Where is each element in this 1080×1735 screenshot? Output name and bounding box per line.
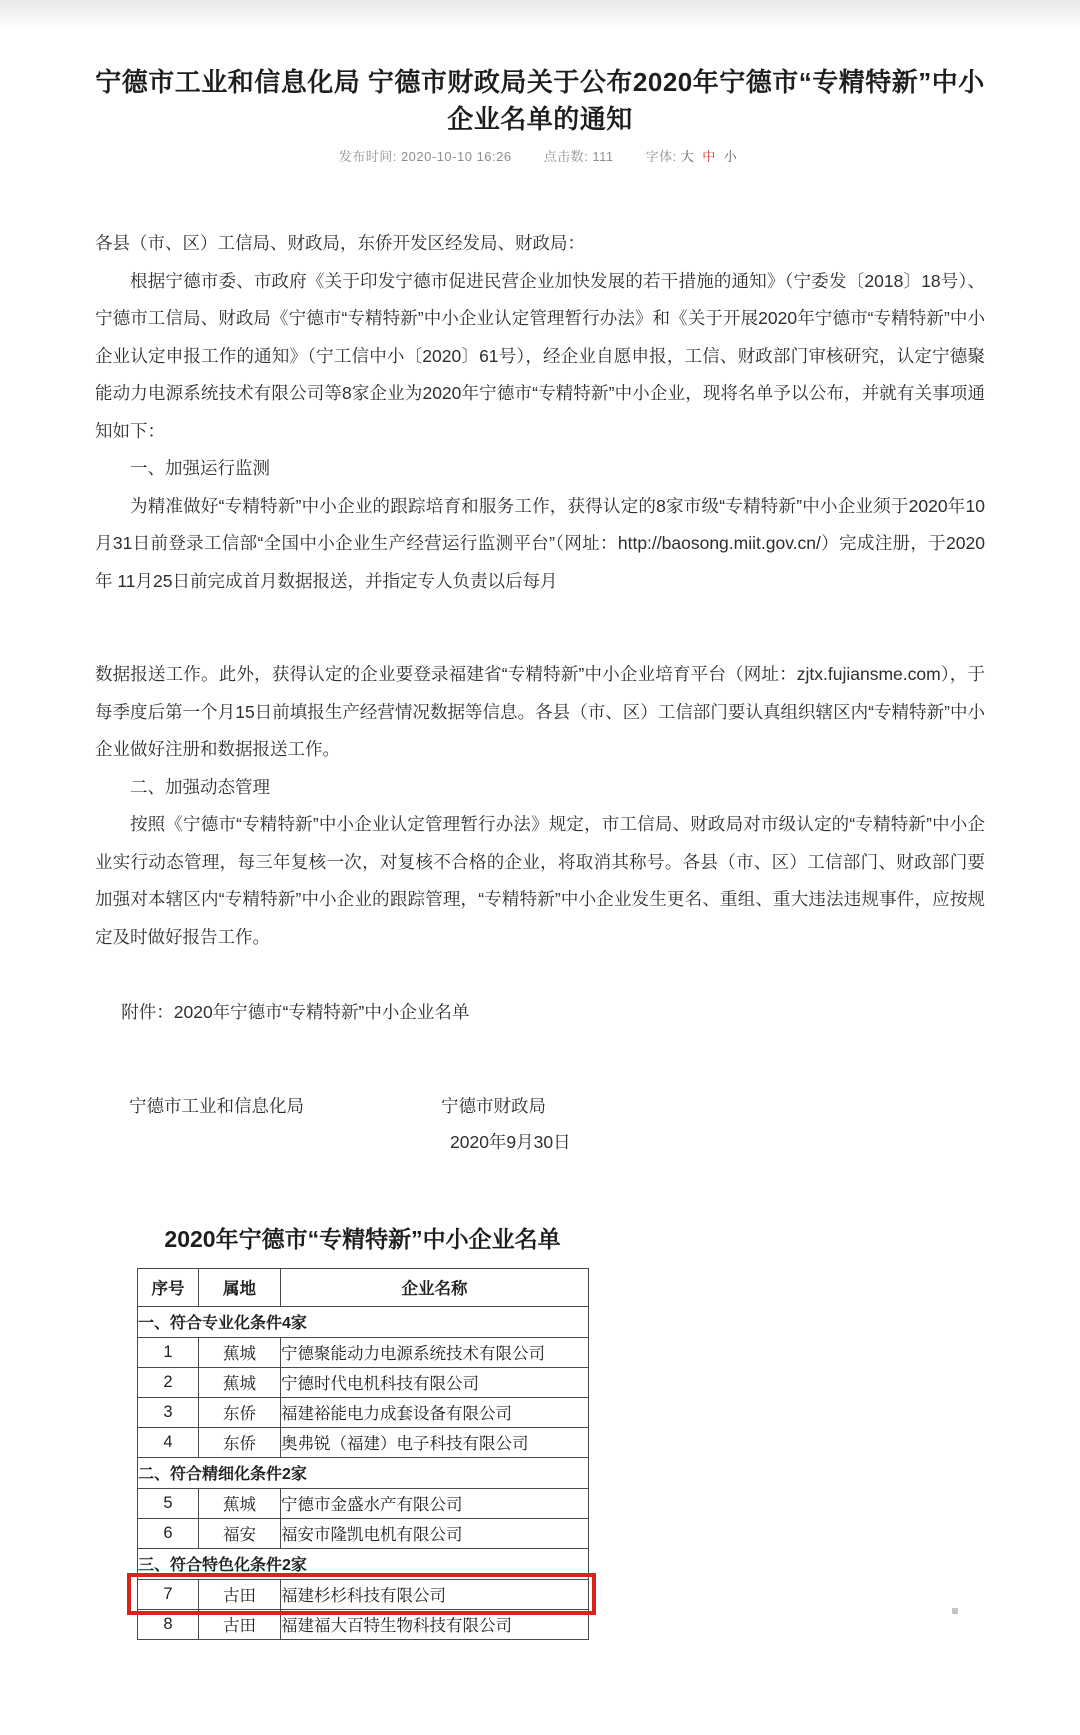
signature-date: 2020年9月30日 — [450, 1131, 571, 1152]
table-cell-company: 福建福大百特生物科技有限公司 — [281, 1609, 589, 1639]
publish-time — [339, 149, 512, 164]
table-cell-company: 福建杉杉科技有限公司 — [281, 1579, 589, 1609]
attachment-table-title: 2020年宁德市“专精特新”中小企业名单 — [164, 1225, 561, 1252]
table-cell-no: 1 — [138, 1337, 199, 1367]
table-group-row — [138, 1457, 589, 1488]
table-cell-region: 东侨 — [199, 1397, 281, 1427]
table-cell-no: 7 — [138, 1579, 199, 1609]
table-cell-region: 福安 — [199, 1518, 281, 1548]
table-row — [138, 1488, 589, 1518]
body-paragraph: 一、加强运行监测 — [130, 458, 270, 478]
table-row — [138, 1609, 589, 1639]
table-cell-no: 2 — [138, 1367, 199, 1397]
table-header-row — [138, 1268, 589, 1306]
body-paragraph: 数据报送工作。此外，获得认定的企业要登录福建省“专精特新”中小企业培育平台（网址：zjtx.fujiansme.com），于每季度后第一个月15日前填报生产经营情况数据等信息。各县（市、区）工信部门要认真组织辖区内“专精特新”中小企业做好注册和数据报送工作。 — [95, 664, 985, 759]
signature-row — [95, 1094, 985, 1118]
table-row — [138, 1579, 589, 1609]
document-body — [95, 225, 985, 1154]
table-column-header: 属地 — [199, 1268, 281, 1306]
table-row — [138, 1397, 589, 1427]
publish-time-value: 2020-10-10 16:26 — [400, 149, 512, 164]
artifact-dot — [952, 1608, 958, 1614]
click-count — [544, 149, 614, 164]
company-roster-table — [137, 1268, 589, 1640]
font-size-medium-button[interactable]: 中 — [702, 149, 716, 164]
font-size-large-button[interactable]: 大 — [680, 149, 695, 164]
table-group-label: 三、符合特色化条件2家 — [138, 1548, 589, 1579]
table-cell-company: 宁德时代电机科技有限公司 — [281, 1367, 589, 1397]
table-cell-region: 古田 — [199, 1579, 281, 1609]
table-row — [138, 1518, 589, 1548]
attachment-section — [137, 1224, 607, 1640]
click-count-value: 111 — [592, 149, 614, 164]
table-cell-region: 蕉城 — [199, 1337, 281, 1367]
page-title: 宁德市工业和信息化局 宁德市财政局关于公布2020年宁德市“专精特新”中小企业名单的通知 — [95, 67, 985, 134]
table-cell-no: 4 — [138, 1427, 199, 1457]
publish-time-label: 发布时间: — [338, 149, 397, 164]
table-cell-no: 8 — [138, 1609, 199, 1639]
font-size-label: 字体: — [645, 149, 677, 164]
table-cell-company: 福安市隆凯电机有限公司 — [281, 1518, 589, 1548]
font-size-small-button[interactable]: 小 — [723, 149, 738, 164]
click-count-label: 点击数: — [543, 149, 589, 164]
table-group-row — [138, 1306, 589, 1337]
signature-org-2: 宁德市财政局 — [441, 1095, 546, 1116]
body-paragraph: 各县（市、区）工信局、财政局，东侨开发区经发局、财政局： — [95, 233, 585, 253]
table-group-row — [138, 1548, 589, 1579]
table-cell-no: 3 — [138, 1397, 199, 1427]
table-cell-company: 奥弗锐（福建）电子科技有限公司 — [281, 1427, 589, 1457]
table-cell-region: 蕉城 — [199, 1367, 281, 1397]
table-cell-region: 东侨 — [199, 1427, 281, 1457]
table-cell-no: 5 — [138, 1488, 199, 1518]
table-cell-region: 蕉城 — [199, 1488, 281, 1518]
table-row — [138, 1427, 589, 1457]
signature-org-1: 宁德市工业和信息化局 — [129, 1095, 304, 1116]
body-paragraph: 二、加强动态管理 — [130, 776, 270, 797]
table-cell-region: 古田 — [199, 1609, 281, 1639]
body-paragraph: 为精准做好“专精特新”中小企业的跟踪培育和服务工作，获得认定的8家市级“专精特新”中小企业须于2020年10月31日前登录工信部“全国中小企业生产经营运行监测平台”（网址：http://baosong.miit.gov.cn/）完成注册，于2020年 11月25日前完成首月数据报送，并指定专人负责以后每月 — [95, 495, 985, 591]
table-row — [138, 1337, 589, 1367]
table-cell-company: 宁德市金盛水产有限公司 — [281, 1488, 589, 1518]
table-cell-company: 宁德聚能动力电源系统技术有限公司 — [281, 1337, 589, 1367]
table-column-header: 序号 — [138, 1268, 199, 1306]
table-group-label: 一、符合专业化条件4家 — [138, 1306, 589, 1337]
font-size-switcher — [646, 149, 742, 164]
body-paragraph: 按照《宁德市“专精特新”中小企业认定管理暂行办法》规定，市工信局、财政局对市级认定的“专精特新”中小企业实行动态管理，每三年复核一次，对复核不合格的企业，将取消其称号。各县（市、区）工信部门、财政部门要加强对本辖区内“专精特新”中小企业的跟踪管理，“专精特新”中小企业发生更名、重组、重大违法违规事件，应按规定及时做好报告工作。 — [95, 814, 985, 947]
table-row — [138, 1367, 589, 1397]
table-cell-no: 6 — [138, 1518, 199, 1548]
body-paragraph: 根据宁德市委、市政府《关于印发宁德市促进民营企业加快发展的若干措施的通知》（宁委发〔2018〕18号）、宁德市工信局、财政局《宁德市“专精特新”中小企业认定管理暂行办法》和《关于开展2020年宁德市“专精特新”中小企业认定申报工作的通知》（宁工信中小〔2020〕61号），经企业自愿申报，工信、财政部门审核研究，认定宁德聚能动力电源系统技术有限公司等8家企业为2020年宁德市“专精特新”中小企业，现将名单予以公布，并就有关事项通知如下： — [95, 270, 985, 441]
table-cell-company: 福建裕能电力成套设备有限公司 — [281, 1397, 589, 1427]
table-column-header: 企业名称 — [281, 1268, 589, 1306]
attachment-table-wrap — [137, 1268, 588, 1640]
attachment-line: 附件：2020年宁德市“专精特新”中小企业名单 — [121, 1002, 470, 1022]
table-group-label: 二、符合精细化条件2家 — [138, 1457, 589, 1488]
meta-bar — [0, 146, 1080, 165]
